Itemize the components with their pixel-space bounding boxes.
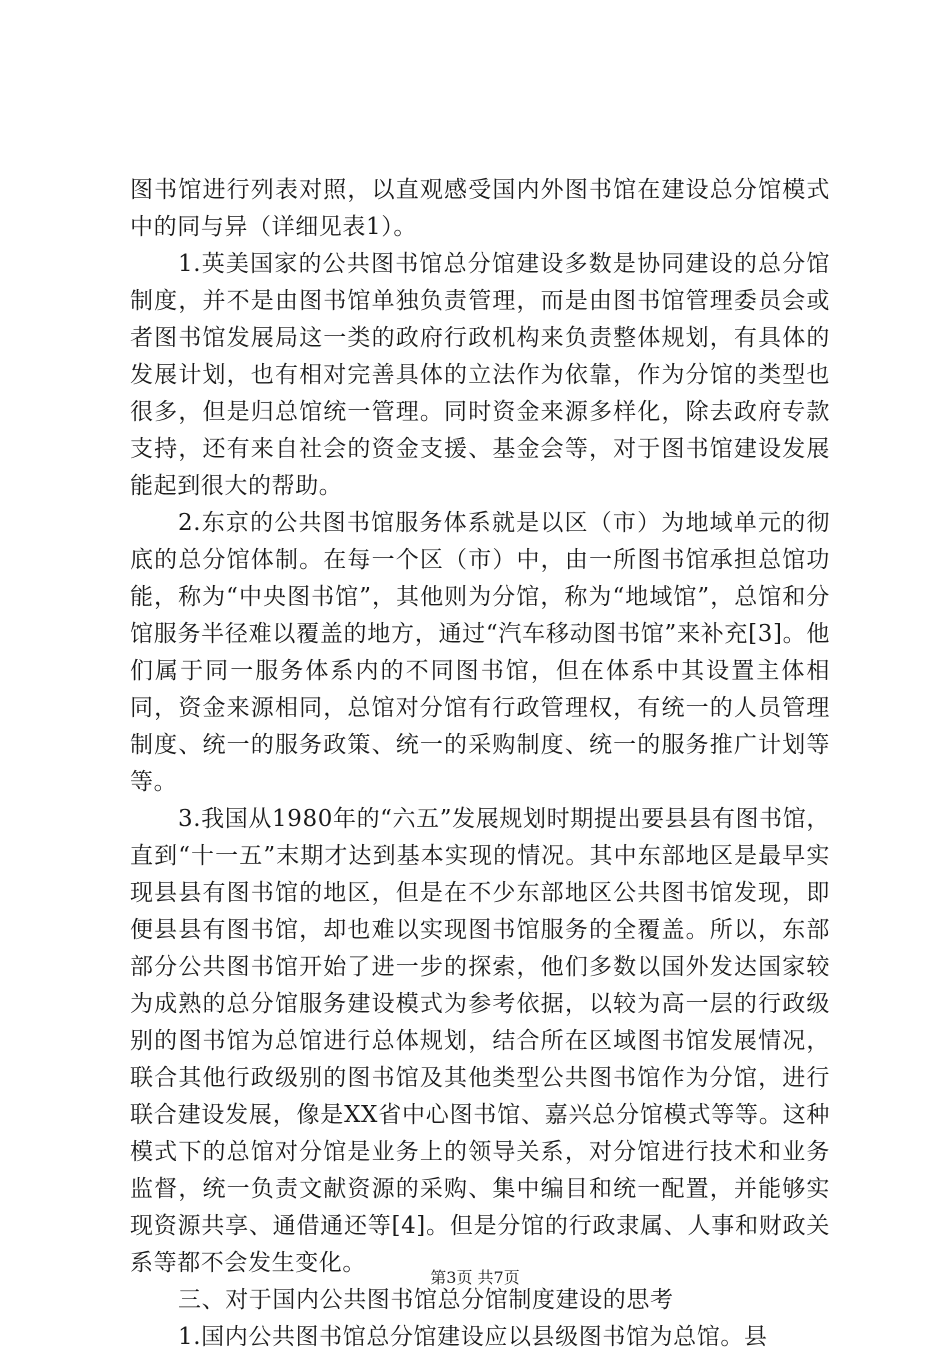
page-number-footer: 第3页 共7页 <box>430 1268 520 1287</box>
body-text <box>130 172 830 1356</box>
paragraph-uk-us-model: 1.英美国家的公共图书馆总分馆建设多数是协同建设的总分馆制度，并不是由图书馆单独负责管理，而是由图书馆管理委员会或者图书馆发展局这一类的政府行政机构来负责整体规划，有具体的发展计划，也有相对完善具体的立法作为依靠，作为分馆的类型也很多，但是归总馆统一管理。同时资金来源多样化，除去政府专款支持，还有来自社会的资金支援、基金会等，对于图书馆建设发展能起到很大的帮助。 <box>130 251 830 499</box>
paragraph-county-library: 1.国内公共图书馆总分馆建设应以县级图书馆为总馆。县 <box>178 1324 768 1350</box>
section-heading: 三、对于国内公共图书馆总分馆制度建设的思考 <box>178 1287 674 1313</box>
paragraph-china-model: 3.我国从1980年的“六五”发展规划时期提出要县县有图书馆，直到“十一五”末期才达到基本实现的情况。其中东部地区是最早实现县县有图书馆的地区，但是在不少东部地区公共图书馆发现，即便县县有图书馆，却也难以实现图书馆服务的全覆盖。所以，东部部分公共图书馆开始了进一步的探索，他们多数以国外发达国家较为成熟的总分馆服务建设模式为参考依据，以较为高一层的行政级别的图书馆为总馆进行总体规划，结合所在区域图书馆发展情况，联合其他行政级别的图书馆及其他类型公共图书馆作为分馆，进行联合建设发展，像是XX省中心图书馆、嘉兴总分馆模式等等。这种模式下的总馆对分馆是业务上的领导关系，对分馆进行技术和业务监督，统一负责文献资源的采购、集中编目和统一配置，并能够实现资源共享、通借通还等[4]。但是分馆的行政隶属、人事和财政关系等都不会发生变化。 <box>130 806 830 1276</box>
paragraph-continuation: 图书馆进行列表对照，以直观感受国内外图书馆在建设总分馆模式中的同与异（详细见表1）。 <box>130 177 830 240</box>
paragraph-tokyo-model: 2.东京的公共图书馆服务体系就是以区（市）为地域单元的彻底的总分馆体制。在每一个区（市）中，由一所图书馆承担总馆功能，称为“中央图书馆”，其他则为分馆，称为“地域馆”，总馆和分馆服务半径难以覆盖的地方，通过“汽车移动图书馆”来补充[3]。他们属于同一服务体系内的不同图书馆，但在体系中其设置主体相同，资金来源相同，总馆对分馆有行政管理权，有统一的人员管理制度、统一的服务政策、统一的采购制度、统一的服务推广计划等等。 <box>130 510 830 795</box>
